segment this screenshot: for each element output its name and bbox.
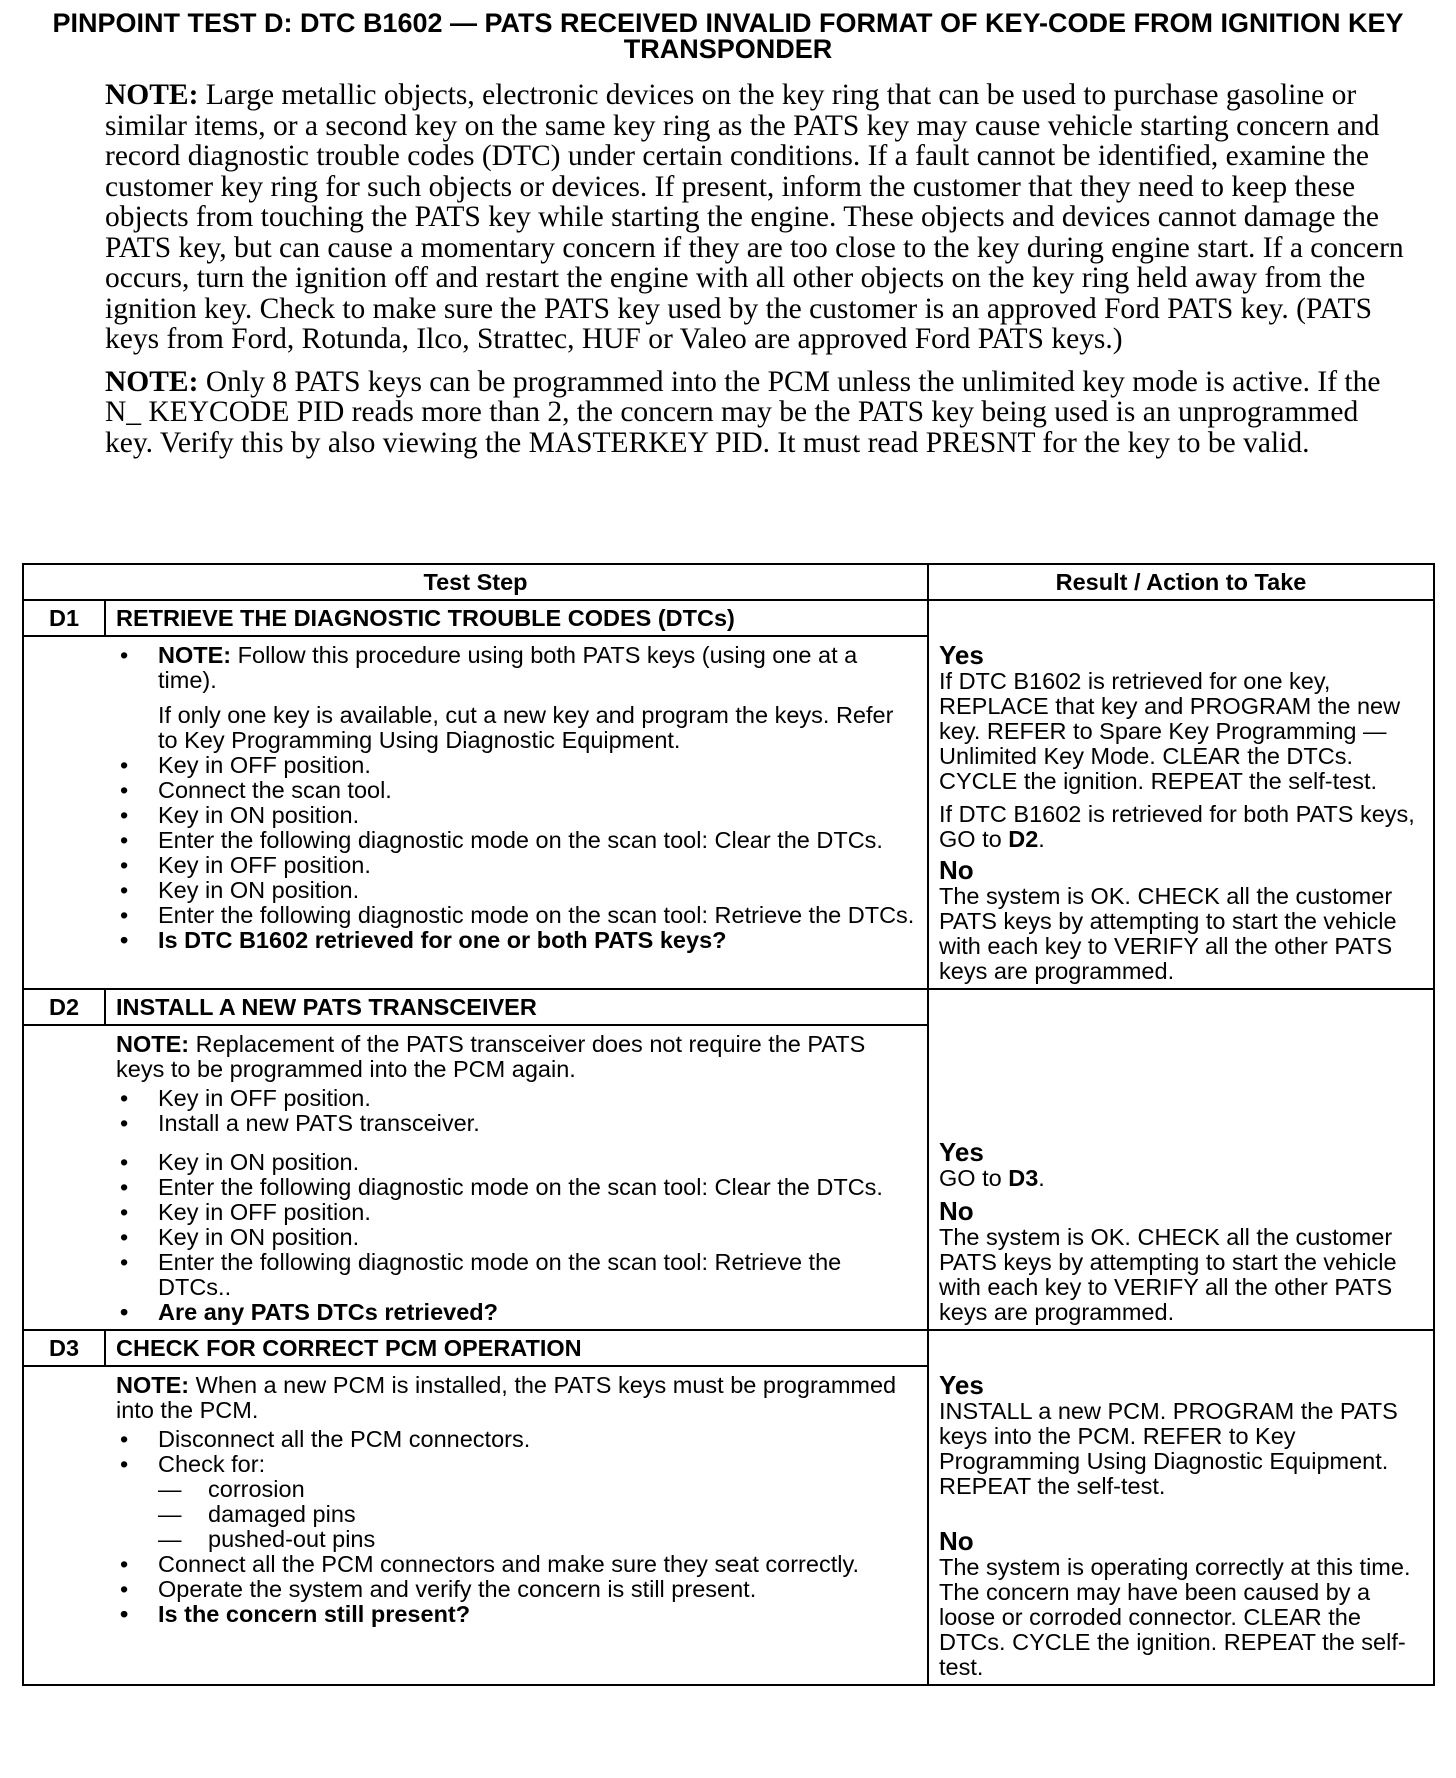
step-body-d2 bbox=[23, 1025, 928, 1330]
step-name: CHECK FOR CORRECT PCM OPERATION bbox=[105, 1330, 928, 1366]
yes-action-text: If DTC B1602 is retrieved for both PATS keys, GO to bbox=[939, 801, 1415, 852]
step-question: • Are any PATS DTCs retrieved? bbox=[116, 1300, 917, 1325]
result-cell-d2 bbox=[928, 989, 1434, 1330]
list-item: • Key in OFF position. bbox=[116, 853, 917, 878]
yes-action bbox=[939, 1166, 1429, 1191]
list-item: • Enter the following diagnostic mode on the scan tool: Retrieve the DTCs.. bbox=[116, 1250, 917, 1300]
list-item: • Key in ON position. bbox=[116, 803, 917, 828]
list-item: • Connect the scan tool. bbox=[116, 778, 917, 803]
no-label: No bbox=[939, 855, 974, 885]
no-action: The system is operating correctly at this time. The concern may have been caused by a loose or corroded connector. CLEAR the DTCs. CYCLE the ignition. REPEAT the self-test. bbox=[939, 1554, 1411, 1680]
list-item bbox=[116, 1452, 917, 1552]
note-label: NOTE: bbox=[105, 79, 199, 111]
note-sub: If only one key is available, cut a new key and program the keys. Refer to Key Programming Using Diagnostic Equipment. bbox=[158, 702, 894, 753]
step-id: D2 bbox=[23, 989, 105, 1025]
page-title: PINPOINT TEST D: DTC B1602 — PATS RECEIVED INVALID FORMAT OF KEY-CODE FROM IGNITION KEY TRANSPONDER bbox=[52, 8, 1404, 64]
step-id: D3 bbox=[23, 1330, 105, 1366]
note-text: Follow this procedure using both PATS keys (using one at a time). bbox=[158, 642, 858, 693]
result-cell-d1 bbox=[928, 600, 1434, 989]
step-question: • Is DTC B1602 retrieved for one or both PATS keys? bbox=[116, 928, 917, 953]
note-label: NOTE: bbox=[116, 1372, 190, 1398]
note-text: Only 8 PATS keys can be programmed into the PCM unless the unlimited key mode is active. If the N_ KEYCODE PID reads more than 2, the concern may be the PATS key being used is an unprogrammed key. Verify this by also viewing the MASTERKEY PID. It must read PRESNT for the key to be valid. bbox=[105, 365, 1381, 459]
result-cell-d3 bbox=[928, 1330, 1434, 1685]
step-note bbox=[34, 1032, 917, 1082]
list-item: • Enter the following diagnostic mode on the scan tool: Clear the DTCs. bbox=[116, 828, 917, 853]
yes-label: Yes bbox=[939, 1137, 984, 1167]
list-item bbox=[116, 643, 917, 753]
list-item: • Key in ON position. bbox=[116, 1150, 917, 1175]
step-name: RETRIEVE THE DIAGNOSTIC TROUBLE CODES (DTCs) bbox=[105, 600, 928, 636]
yes-action: If DTC B1602 is retrieved for one key, REPLACE that key and PROGRAM the new key. REFER to Spare Key Programming — Unlimited Key Mode. CLEAR the DTCs. CYCLE the ignition. REPEAT the self-test. bbox=[939, 668, 1401, 794]
no-label: No bbox=[939, 1526, 974, 1556]
step-name: INSTALL A NEW PATS TRANSCEIVER bbox=[105, 989, 928, 1025]
header-result: Result / Action to Take bbox=[928, 564, 1434, 600]
list-item: • Key in OFF position. bbox=[116, 1086, 917, 1111]
list-item: • Key in OFF position. bbox=[116, 753, 917, 778]
step-body-d3 bbox=[23, 1366, 928, 1685]
no-action: The system is OK. CHECK all the customer PATS keys by attempting to start the vehicle with each key to VERIFY all the other PATS keys are programmed. bbox=[939, 883, 1397, 984]
yes-label: Yes bbox=[939, 640, 984, 670]
list-item: • Key in ON position. bbox=[116, 1225, 917, 1250]
list-item: • Operate the system and verify the concern is still present. bbox=[116, 1577, 917, 1602]
step-title-row-d3 bbox=[23, 1330, 1434, 1366]
yes-action-text: . bbox=[1038, 1165, 1045, 1191]
note-text: When a new PCM is installed, the PATS keys must be programmed into the PCM. bbox=[116, 1372, 897, 1423]
step-note bbox=[34, 1373, 917, 1423]
no-label: No bbox=[939, 1196, 974, 1226]
list-item: • Enter the following diagnostic mode on the scan tool: Clear the DTCs. bbox=[116, 1175, 917, 1200]
step-title-row-d1 bbox=[23, 600, 1434, 636]
list-item-text: Check for: bbox=[158, 1451, 266, 1477]
list-item: • Disconnect all the PCM connectors. bbox=[116, 1427, 917, 1452]
header-test-step: Test Step bbox=[23, 564, 928, 600]
dash-item: — corrosion bbox=[158, 1477, 917, 1502]
yes-action: INSTALL a new PCM. PROGRAM the PATS keys into the PCM. REFER to Key Programming Using Diagnostic Equipment. REPEAT the self-test. bbox=[939, 1398, 1398, 1499]
list-item: • Key in OFF position. bbox=[116, 1200, 917, 1225]
list-item: • Key in ON position. bbox=[116, 878, 917, 903]
note-paragraph bbox=[105, 367, 1405, 459]
step-body-d1 bbox=[23, 636, 928, 989]
dash-item: — pushed-out pins bbox=[158, 1527, 917, 1552]
yes-action-2 bbox=[939, 802, 1429, 852]
list-item: • Install a new PATS transceiver. bbox=[116, 1111, 917, 1136]
note-text: Large metallic objects, electronic devices on the key ring that can be used to purchase gasoline or similar items, or a second key on the same key ring as the PATS key may cause vehicle starting concern and record diagnostic trouble codes (DTC) under certain conditions. If a fault cannot be identified, examine the customer key ring for such objects or devices. If present, inform the customer that they need to keep these objects from touching the PATS key while starting the engine. These objects and devices cannot damage the PATS key, but can cause a momentary concern if they are too close to the key during engine start. If a concern occurs, turn the ignition off and restart the engine with all other objects on the key ring held away from the ignition key. Check to make sure the PATS key used by the customer is an approved Ford PATS key. (PATS keys from Ford, Rotunda, Ilco, Strattec, HUF or Valeo are approved Ford PATS keys.) bbox=[105, 79, 1404, 355]
step-id: D1 bbox=[23, 600, 105, 636]
table-header-row bbox=[23, 564, 1434, 600]
yes-label: Yes bbox=[939, 1370, 984, 1400]
step-question: • Is the concern still present? bbox=[116, 1602, 917, 1627]
pinpoint-test-table bbox=[22, 563, 1435, 1686]
goto-step-link: D3 bbox=[1008, 1165, 1039, 1191]
goto-step-link: D2 bbox=[1008, 826, 1039, 852]
dash-item: — damaged pins bbox=[158, 1502, 917, 1527]
list-item: • Enter the following diagnostic mode on the scan tool: Retrieve the DTCs. bbox=[116, 903, 917, 928]
note-label: NOTE: bbox=[158, 642, 232, 668]
note-label: NOTE: bbox=[116, 1031, 190, 1057]
no-action: The system is OK. CHECK all the customer PATS keys by attempting to start the vehicle with each key to VERIFY all the other PATS keys are programmed. bbox=[939, 1224, 1397, 1325]
note-paragraph bbox=[105, 80, 1405, 355]
notes-section bbox=[105, 80, 1405, 470]
list-item: • Connect all the PCM connectors and make sure they seat correctly. bbox=[116, 1552, 917, 1577]
note-label: NOTE: bbox=[105, 365, 199, 398]
note-text: Replacement of the PATS transceiver does not require the PATS keys to be programmed into the PCM again. bbox=[116, 1031, 866, 1082]
step-title-row-d2 bbox=[23, 989, 1434, 1025]
yes-action-text: GO to bbox=[939, 1165, 1009, 1191]
yes-action-text: . bbox=[1038, 826, 1045, 852]
